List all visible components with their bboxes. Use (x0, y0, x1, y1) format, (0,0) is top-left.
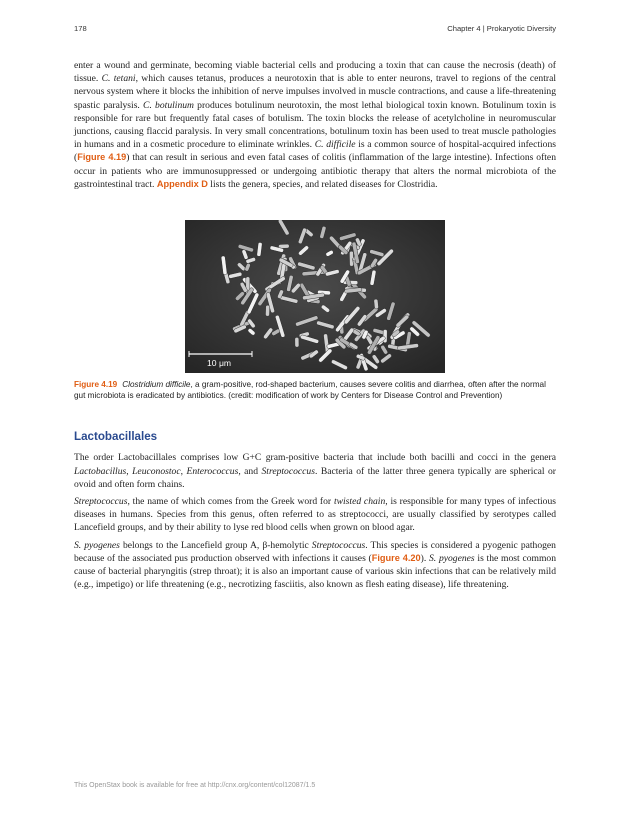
scale-bar-label: 10 μm (207, 358, 232, 369)
running-head: Chapter 4 | Prokaryotic Diversity (447, 24, 556, 33)
bacterium-rod (374, 299, 379, 309)
figure-caption-text: , a gram-positive, rod-shaped bacterium, causes severe colitis and diarrhea, often after the normal gut microbiota is eradicated by antibiotics. (credit: modification of work by Centers for Disease Control and Prevention) (74, 380, 546, 401)
section-paragraph-3: S. pyogenes belongs to the Lancefield group A, β-hemolytic Streptococcus. This species is considered a pyogenic pathogen because of the associated pus production observed with infections it causes (Figure 4.20). S. pyogenes is the most common cause of bacterial pharyngitis (strep throat); it is also an important cause of various skin infections that can be relatively mild (e.g., impetigo) or life threatening (e.g., necrotizing fasciitis, also known as flesh eating disease), life threatening. (74, 539, 557, 591)
intro-paragraph: enter a wound and germinate, becoming viable bacterial cells and producing a toxin that can cause the necrosis (death) of tissue. C. tetani, which causes tetanus, produces a neurotoxin that is able to enter neurons, travel to regions of the central nervous system where it blocks the inhibition of nerve impulses involved in muscle contractions, and cause a life-threatening spastic paralysis. C. botulinum produces botulinum neurotoxin, the most lethal biological toxin known. Botulinum toxin is responsible for rare but frequently fatal cases of botulism. The toxin blocks the release of acetylcholine in neuromuscular junctions, causing flaccid paralysis. In very small concentrations, botulinum toxin has been used to treat muscle pathologies in humans and in a cosmetic procedure to eliminate wrinkles. C. difficile is a common source of hospital-acquired infections (Figure 4.19) that can result in serious and even fatal cases of colitis (inflammation of the large intestine). Infections often occur in patients who are immunosuppressed or undergoing antibiotic therapy that alters the normal microbiota of the gastrointestinal tract. Appendix D lists the genera, species, and related diseases for Clostridia. (74, 60, 557, 190)
page-number: 178 (74, 24, 87, 33)
species-c-botulinum: C. botulinum (143, 99, 194, 111)
page-content (74, 59, 556, 591)
bacterium-rod (295, 337, 299, 347)
bacterium-rod (265, 305, 269, 316)
figure-label: Figure 4.19 (74, 380, 118, 390)
page-header (74, 24, 556, 38)
micrograph-image (185, 220, 445, 373)
appendix-d-link[interactable]: Appendix D (156, 178, 208, 189)
page-footer: This OpenStax book is available for free at http://cnx.org/content/col12087/1.5 (74, 782, 316, 789)
figure-caption (74, 379, 556, 401)
section-paragraph-2: Streptococcus, the name of which comes from the Greek word for twisted chain, is responsible for many types of infectious diseases in humans. Species from this genus, often referred to as streptococci, are usually classified by serotypes called Lancefield groups, and by their ability to lyse red blood cells when grown on blood agar. (74, 496, 556, 534)
figure-4-20-link[interactable]: Figure 4.20 (371, 552, 421, 563)
section-paragraph-1: The order Lactobacillales comprises low G+C gram-positive bacteria that include both bacilli and cocci in the genera Lactobacillus, Leuconostoc, Enterococcus, and Streptococcus. Bacteria of the latter three genera typically are spherical or ovoid and often form chains. (74, 452, 556, 490)
figure-4-19-image (185, 220, 445, 373)
figure-4-19-link[interactable]: Figure 4.19 (77, 152, 127, 163)
figure-species: Clostridium difficile (122, 380, 191, 390)
species-c-tetani: C. tetani (101, 73, 136, 85)
species-c-difficile: C. difficile (314, 139, 356, 151)
section-heading: Lactobacillales (74, 430, 158, 444)
